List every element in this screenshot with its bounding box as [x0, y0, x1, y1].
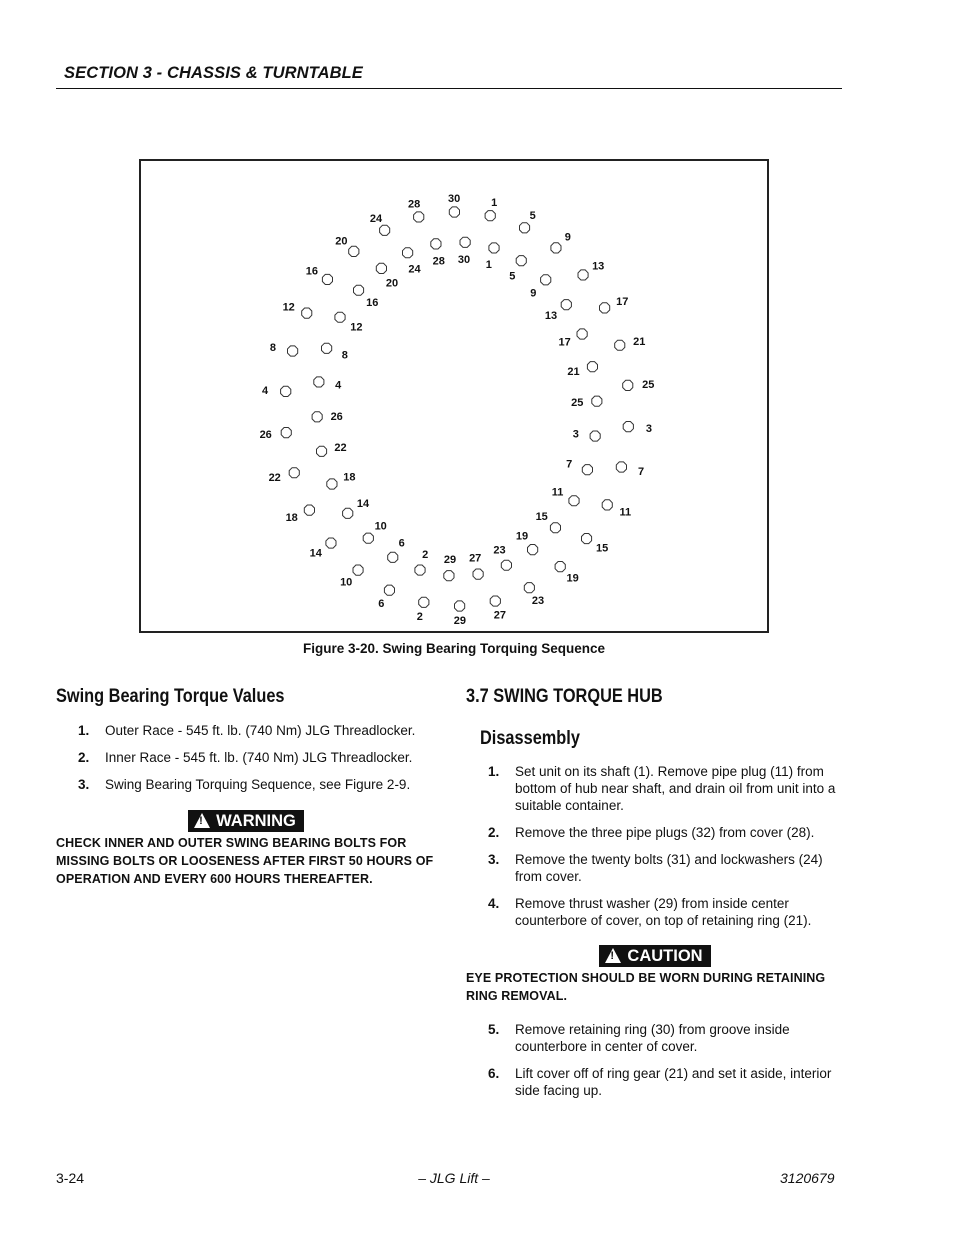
- caution-badge-wrap: [466, 945, 844, 967]
- inner-bolt: [516, 531, 538, 555]
- outer-bolt: [555, 562, 579, 585]
- header-rule: [56, 88, 842, 89]
- inner-bolt: [573, 428, 600, 441]
- bolt-label: 11: [619, 506, 632, 519]
- bolt-icon: [582, 534, 592, 544]
- bolt-label: 12: [282, 301, 295, 314]
- bolt-label: 28: [407, 198, 421, 211]
- bolt-icon: [363, 533, 373, 543]
- outer-bolt: [370, 213, 390, 236]
- inner-bolt: [343, 498, 370, 519]
- bolt-icon: [431, 239, 441, 249]
- bolt-label: 30: [447, 193, 461, 206]
- inner-bolt: [363, 520, 387, 543]
- outer-bolt: [408, 199, 424, 223]
- bolt-icon: [349, 246, 359, 256]
- outer-bolt: [578, 261, 604, 280]
- bolt-icon: [322, 343, 332, 353]
- inner-bolt: [376, 263, 398, 289]
- bolt-icon: [524, 583, 534, 593]
- caution-icon: [605, 948, 621, 963]
- list-item: 2. Inner Race - 545 ft. lb. (740 Nm) JLG Threadlocker.: [78, 750, 413, 765]
- warning-badge: !WARNING: [188, 810, 304, 832]
- bolt-label: 1: [485, 259, 492, 271]
- bolt-label: 14: [309, 547, 322, 560]
- bolt-icon: [304, 505, 314, 515]
- inner-bolt: [431, 239, 445, 268]
- inner-bolt: [388, 538, 405, 563]
- bolt-label: 16: [366, 297, 379, 310]
- inner-bolt: [415, 549, 428, 575]
- bolt-icon: [449, 207, 459, 217]
- warning-icon: [194, 813, 210, 828]
- outer-bolt: [260, 428, 292, 442]
- page-number: 3-24: [56, 1170, 85, 1186]
- outer-bolt: [623, 379, 655, 391]
- bolt-label: 9: [530, 287, 537, 300]
- bolt-icon: [616, 462, 626, 472]
- outer-bolt: [269, 468, 300, 485]
- bolt-label: 15: [595, 542, 609, 555]
- bolt-icon: [577, 329, 587, 339]
- bolt-icon: [302, 308, 312, 318]
- bolt-icon: [388, 552, 398, 562]
- bolt-label: 3: [645, 422, 652, 435]
- outer-bolt: [310, 538, 336, 559]
- inner-bolt: [322, 343, 348, 361]
- bolt-label: 11: [551, 486, 564, 499]
- inner-bolt: [486, 243, 499, 271]
- bolt-icon: [623, 422, 633, 432]
- bolt-label: 21: [567, 365, 580, 378]
- outer-bolt: [616, 462, 644, 478]
- outer-bolt: [454, 601, 466, 627]
- bolt-icon: [384, 585, 394, 595]
- list-item: 5. Remove retaining ring (30) from groove inside counterbore in center of cover.: [488, 1022, 790, 1054]
- bolt-label: 16: [305, 265, 319, 278]
- outer-bolt: [340, 565, 363, 588]
- bolt-icon: [600, 303, 610, 313]
- inner-bolt: [314, 377, 342, 392]
- outer-bolt: [551, 232, 571, 253]
- bolt-icon: [353, 565, 363, 575]
- inner-bolt: [545, 300, 572, 323]
- list-item: 1. Outer Race - 545 ft. lb. (740 Nm) JLG Threadlocker.: [78, 723, 416, 738]
- bolt-label: 13: [592, 260, 605, 273]
- outer-bolt: [335, 235, 359, 256]
- inner-bolt: [566, 459, 592, 475]
- torque-values-list: [56, 722, 436, 793]
- inner-bolt: [444, 554, 456, 581]
- bolt-label: 29: [443, 554, 457, 566]
- inner-bolt: [458, 237, 470, 266]
- outer-bolt: [262, 385, 291, 397]
- bolt-icon: [551, 243, 561, 253]
- inner-bolt: [567, 362, 597, 378]
- outer-bolt: [448, 193, 460, 217]
- left-column: [56, 686, 436, 888]
- bolt-label: 17: [616, 295, 629, 308]
- list-item: 3. Swing Bearing Torquing Sequence, see Figure 2-9.: [78, 777, 411, 792]
- inner-bolt: [335, 312, 363, 333]
- bolt-label: 20: [385, 277, 399, 290]
- bolt-icon: [592, 396, 602, 406]
- bolt-label: 27: [469, 552, 482, 565]
- bolt-label: 10: [374, 520, 387, 533]
- outer-bolt: [524, 583, 544, 608]
- outer-bolt: [270, 342, 298, 356]
- bolt-icon: [550, 523, 560, 533]
- inner-bolt: [571, 396, 602, 409]
- inner-bolt: [558, 329, 587, 349]
- bolt-label: 25: [571, 397, 584, 409]
- bolt-icon: [403, 248, 413, 258]
- caution-badge: !CAUTION: [599, 945, 710, 967]
- bolt-icon: [501, 560, 511, 570]
- inner-bolt: [530, 275, 551, 300]
- bolt-pattern-diagram: [141, 161, 767, 631]
- torque-values-heading: Swing Bearing Torque Values: [56, 686, 285, 707]
- bolt-label: 12: [350, 321, 363, 334]
- bolt-icon: [582, 465, 592, 475]
- bolt-label: 28: [432, 255, 445, 268]
- bolt-label: 20: [335, 235, 348, 248]
- disassembly-heading: Disassembly: [480, 728, 580, 749]
- bolt-label: 25: [642, 378, 655, 391]
- bolt-icon: [322, 274, 332, 284]
- bolt-icon: [578, 270, 588, 280]
- bolt-label: 6: [378, 597, 385, 610]
- bolt-icon: [489, 243, 499, 253]
- section-header-title: SECTION 3 - CHASSIS & TURNTABLE: [64, 64, 363, 82]
- bolt-label: 2: [416, 610, 423, 623]
- bolt-icon: [327, 479, 337, 489]
- bolt-icon: [490, 596, 500, 606]
- list-item: 1. Set unit on its shaft (1). Remove pipe plug (11) from bottom of hub near shaft, and drain oil from unit into a suitable container.: [488, 764, 836, 813]
- inner-bolt: [403, 248, 422, 276]
- bolt-label: 5: [529, 210, 536, 223]
- inner-bolt: [536, 511, 561, 533]
- outer-bolt: [417, 597, 429, 623]
- inner-bolt: [552, 487, 579, 506]
- bolt-icon: [485, 211, 495, 221]
- bolt-icon: [590, 431, 600, 441]
- bolt-icon: [520, 223, 530, 233]
- outer-bolt: [602, 500, 631, 519]
- list-item: 6. Lift cover off of ring gear (21) and set it aside, interior side facing up.: [488, 1066, 832, 1098]
- warning-badge-wrap: [56, 810, 436, 832]
- outer-bolt: [286, 505, 315, 524]
- bolt-icon: [314, 377, 324, 387]
- bolt-label: 26: [259, 429, 272, 442]
- inner-bolt: [509, 256, 526, 283]
- disassembly-steps-a: [466, 763, 844, 929]
- bolt-icon: [376, 263, 386, 273]
- bolt-label: 2: [422, 549, 429, 561]
- bolt-icon: [587, 362, 597, 372]
- bolt-label: 5: [509, 270, 516, 283]
- bolt-icon: [569, 496, 579, 506]
- bolt-icon: [516, 256, 526, 266]
- footer-center: – JLG Lift –: [418, 1170, 490, 1186]
- bolt-label: 18: [343, 471, 356, 484]
- bolt-icon: [281, 428, 291, 438]
- doc-number: 3120679: [780, 1170, 835, 1186]
- bolt-icon: [312, 412, 322, 422]
- outer-bolt: [490, 596, 506, 622]
- list-item: 2. Remove the three pipe plugs (32) from cover (28).: [488, 825, 815, 840]
- bolt-label: 1: [491, 197, 498, 210]
- bolt-icon: [623, 380, 633, 390]
- bolt-label: 19: [515, 530, 529, 543]
- bolt-icon: [555, 562, 565, 572]
- figure-caption: Figure 3-20. Swing Bearing Torquing Sequence: [302, 641, 606, 656]
- bolt-icon: [444, 571, 454, 581]
- bolt-icon: [541, 275, 551, 285]
- bolt-icon: [419, 597, 429, 607]
- bolt-icon: [455, 601, 465, 611]
- outer-bolt: [485, 197, 497, 221]
- inner-bolt: [312, 411, 343, 423]
- bolt-icon: [326, 538, 336, 548]
- bolt-label: 23: [531, 595, 545, 608]
- bolt-label: 22: [334, 442, 347, 455]
- bolt-label: 7: [566, 458, 573, 471]
- warning-text: CHECK INNER AND OUTER SWING BEARING BOLTS FOR MISSING BOLTS OR LOOSENESS AFTER FIRST 50 HOURS OF OPERATION AND EVERY 600 HOURS THEREAFTER.: [56, 836, 434, 886]
- bolt-label: 30: [457, 254, 471, 266]
- outer-bolt: [615, 336, 646, 351]
- bolt-label: 26: [330, 411, 343, 423]
- inner-bolt: [354, 285, 379, 309]
- bolt-icon: [528, 545, 538, 555]
- bolt-icon: [415, 565, 425, 575]
- bolt-label: 13: [544, 310, 558, 323]
- outer-bolt: [283, 301, 312, 318]
- bolt-label: 23: [493, 544, 506, 557]
- bolt-label: 4: [335, 379, 342, 392]
- inner-bolt: [317, 442, 347, 456]
- list-item: 3. Remove the twenty bolts (31) and lockwashers (24) from cover.: [488, 852, 823, 884]
- bolt-label: 6: [398, 537, 405, 550]
- bolt-icon: [289, 468, 299, 478]
- bolt-label: 4: [262, 385, 269, 398]
- outer-bolt: [378, 585, 394, 610]
- figure-box: [139, 159, 769, 633]
- bolt-label: 22: [268, 472, 281, 485]
- bolt-icon: [354, 285, 364, 295]
- bolt-label: 29: [453, 614, 467, 627]
- bolt-label: 8: [341, 349, 348, 362]
- disassembly-steps-b: [466, 1021, 844, 1099]
- bolt-icon: [460, 237, 470, 247]
- bolt-icon: [288, 346, 298, 356]
- bolt-label: 17: [558, 336, 571, 349]
- bolt-label: 10: [340, 576, 353, 589]
- bolt-label: 15: [535, 510, 548, 523]
- inner-bolt: [493, 545, 511, 571]
- bolt-label: 24: [408, 263, 421, 276]
- outer-bolt: [520, 210, 536, 233]
- bolt-label: 9: [564, 231, 571, 244]
- bolt-label: 18: [285, 512, 298, 525]
- bolt-label: 8: [269, 341, 276, 354]
- bolt-icon: [615, 340, 625, 350]
- outer-bolt: [600, 296, 629, 313]
- outer-bolt: [306, 265, 333, 284]
- bolt-icon: [473, 569, 483, 579]
- bolt-label: 24: [369, 212, 383, 225]
- caution-text: EYE PROTECTION SHOULD BE WORN DURING RETAINING RING REMOVAL.: [466, 971, 826, 1003]
- inner-bolt: [327, 472, 356, 490]
- bolt-icon: [335, 312, 345, 322]
- outer-bolt: [582, 534, 609, 555]
- section-heading: 3.7 SWING TORQUE HUB: [466, 686, 663, 707]
- bolt-icon: [414, 212, 424, 222]
- bolt-icon: [380, 225, 390, 235]
- bolt-icon: [281, 386, 291, 396]
- bolt-label: 14: [356, 497, 370, 510]
- right-column: [466, 686, 844, 1109]
- bolt-label: 21: [633, 335, 646, 348]
- outer-bolt: [623, 422, 652, 435]
- bolt-icon: [561, 300, 571, 310]
- bolt-label: 7: [638, 466, 645, 479]
- bolt-label: 27: [493, 609, 507, 622]
- bolt-icon: [602, 500, 612, 510]
- bolt-icon: [343, 508, 353, 518]
- bolt-label: 3: [572, 428, 579, 441]
- inner-bolt: [469, 553, 483, 580]
- bolt-label: 19: [566, 572, 579, 585]
- list-item: 4. Remove thrust washer (29) from inside center counterbore of cover, on top of retaining ring (21).: [488, 896, 812, 928]
- bolt-icon: [317, 446, 327, 456]
